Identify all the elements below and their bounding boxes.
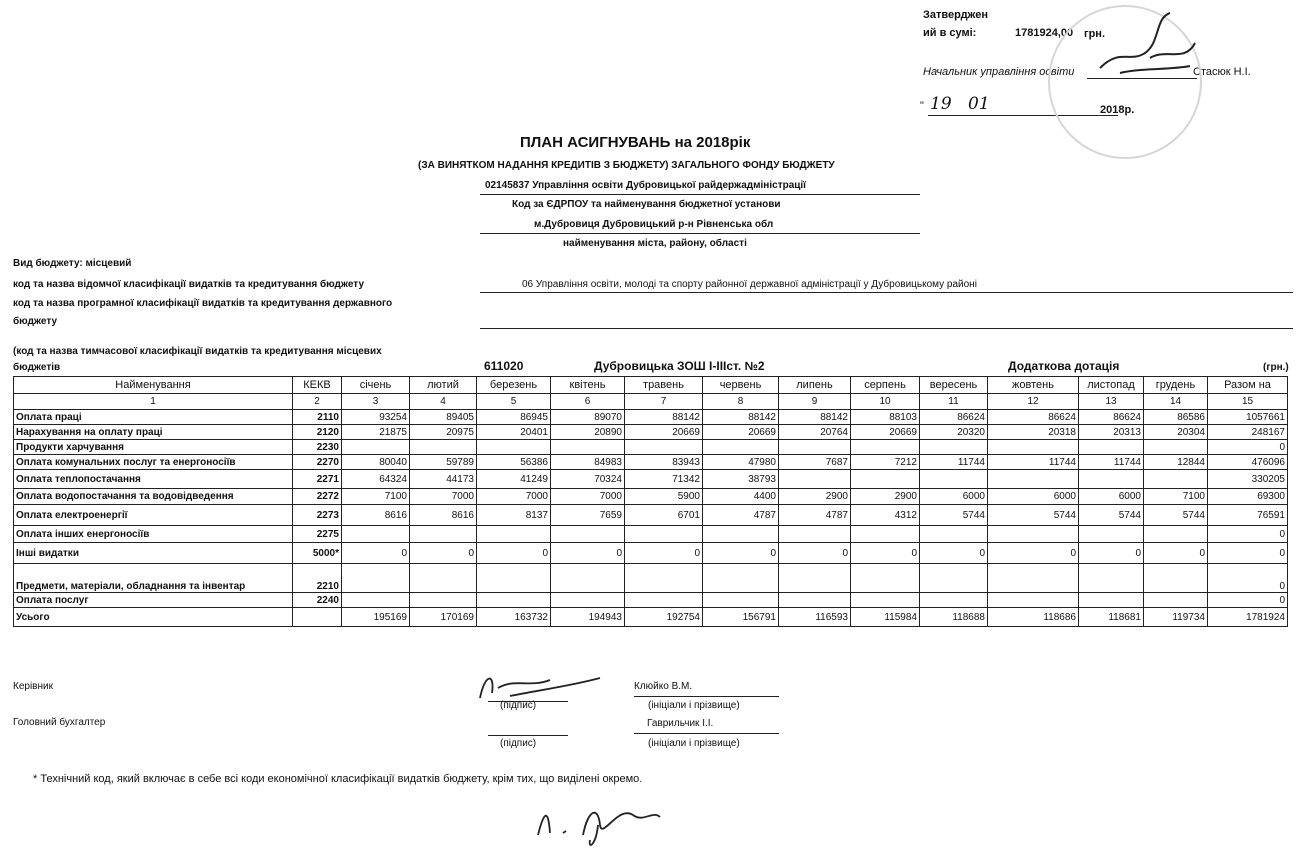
accountant-sign-line bbox=[488, 735, 568, 736]
row-code: 2110 bbox=[293, 410, 342, 425]
column-number: 5 bbox=[477, 394, 551, 410]
column-number: 1 bbox=[14, 394, 293, 410]
row-value: 0 bbox=[1144, 543, 1208, 564]
row-value bbox=[1144, 440, 1208, 455]
row-value: 11744 bbox=[988, 455, 1079, 470]
row-value bbox=[920, 470, 988, 489]
row-value bbox=[1079, 564, 1144, 593]
row-value bbox=[1144, 526, 1208, 543]
row-value: 20890 bbox=[551, 425, 625, 440]
row-value: 4787 bbox=[703, 505, 779, 526]
row-value bbox=[851, 593, 920, 608]
row-value: 8616 bbox=[410, 505, 477, 526]
director-name: Клюйко В.М. bbox=[634, 681, 693, 692]
head-signature bbox=[1090, 8, 1200, 88]
accountant-label: Головний бухгалтер bbox=[13, 717, 106, 728]
row-value bbox=[703, 593, 779, 608]
row-value bbox=[779, 470, 851, 489]
row-code: 2272 bbox=[293, 489, 342, 505]
row-value bbox=[410, 526, 477, 543]
row-value bbox=[779, 440, 851, 455]
dept-classification-label: код та назва відомчої класифікації видатків та кредитування бюджету bbox=[13, 279, 365, 290]
row-value: 1057661 bbox=[1208, 410, 1288, 425]
row-value: 5744 bbox=[988, 505, 1079, 526]
row-value: 0 bbox=[342, 543, 410, 564]
row-code: 2271 bbox=[293, 470, 342, 489]
column-header: вересень bbox=[920, 377, 988, 394]
row-code: 2120 bbox=[293, 425, 342, 440]
row-value bbox=[1079, 470, 1144, 489]
row-value: 7659 bbox=[551, 505, 625, 526]
row-value: 8616 bbox=[342, 505, 410, 526]
director-name-line bbox=[634, 696, 779, 697]
row-value bbox=[1144, 564, 1208, 593]
row-value: 7100 bbox=[342, 489, 410, 505]
row-value: 64324 bbox=[342, 470, 410, 489]
row-value: 88142 bbox=[625, 410, 703, 425]
row-value: 69300 bbox=[1208, 489, 1288, 505]
row-value: 8137 bbox=[477, 505, 551, 526]
approved-amount: 1781924,00 bbox=[1015, 27, 1074, 39]
column-number: 3 bbox=[342, 394, 410, 410]
row-value: 0 bbox=[551, 543, 625, 564]
date-year: 2018р. bbox=[1100, 104, 1135, 116]
row-name: Оплата електроенергії bbox=[14, 505, 293, 526]
row-value: 7100 bbox=[1144, 489, 1208, 505]
row-name: Оплата послуг bbox=[14, 593, 293, 608]
row-value: 20318 bbox=[988, 425, 1079, 440]
row-value: 7212 bbox=[851, 455, 920, 470]
row-value: 44173 bbox=[410, 470, 477, 489]
head-name: Стасюк Н.І. bbox=[1193, 66, 1251, 78]
column-number: 10 bbox=[851, 394, 920, 410]
row-value bbox=[551, 440, 625, 455]
row-value: 192754 bbox=[625, 608, 703, 627]
amount-unit: грн. bbox=[1084, 28, 1106, 40]
document-title: ПЛАН АСИГНУВАНЬ на 2018рік bbox=[520, 134, 751, 151]
column-header: серпень bbox=[851, 377, 920, 394]
row-value bbox=[920, 593, 988, 608]
row-value bbox=[551, 564, 625, 593]
row-value: 0 bbox=[988, 543, 1079, 564]
row-value: 41249 bbox=[477, 470, 551, 489]
temp-code: 611020 bbox=[484, 359, 524, 373]
row-value bbox=[779, 564, 851, 593]
accountant-sign-caption: (підпис) bbox=[500, 738, 537, 749]
column-header: жовтень bbox=[988, 377, 1079, 394]
column-number: 11 bbox=[920, 394, 988, 410]
row-value: 86624 bbox=[988, 410, 1079, 425]
row-value: 0 bbox=[410, 543, 477, 564]
allocations-table bbox=[13, 376, 1288, 627]
row-value: 59789 bbox=[410, 455, 477, 470]
row-value: 6000 bbox=[988, 489, 1079, 505]
row-value bbox=[625, 564, 703, 593]
row-value: 0 bbox=[625, 543, 703, 564]
row-value bbox=[410, 593, 477, 608]
table-row bbox=[14, 470, 1288, 489]
row-value: 116593 bbox=[779, 608, 851, 627]
table-row bbox=[14, 425, 1288, 440]
director-signature bbox=[470, 668, 610, 708]
row-value: 5744 bbox=[920, 505, 988, 526]
school-name: Дубровицька ЗОШ І-ІІІст. №2 bbox=[594, 359, 765, 373]
row-value: 6000 bbox=[920, 489, 988, 505]
row-value bbox=[1144, 593, 1208, 608]
row-value: 86624 bbox=[1079, 410, 1144, 425]
row-value: 80040 bbox=[342, 455, 410, 470]
column-header: березень bbox=[477, 377, 551, 394]
column-header: квітень bbox=[551, 377, 625, 394]
funding-source: Додаткова дотація bbox=[1008, 359, 1120, 373]
column-header: липень bbox=[779, 377, 851, 394]
row-name: Предмети, матеріали, обладнання та інвентар bbox=[14, 564, 293, 593]
column-header: лютий bbox=[410, 377, 477, 394]
column-number: 12 bbox=[988, 394, 1079, 410]
row-code: 2240 bbox=[293, 593, 342, 608]
row-value: 89070 bbox=[551, 410, 625, 425]
row-value: 4400 bbox=[703, 489, 779, 505]
row-value: 163732 bbox=[477, 608, 551, 627]
row-value bbox=[477, 593, 551, 608]
row-value: 170169 bbox=[410, 608, 477, 627]
row-value: 0 bbox=[1079, 543, 1144, 564]
director-label: Керівник bbox=[13, 681, 53, 692]
temp-classification-label-1: (код та назва тимчасової класифікації видатків та кредитування місцевих bbox=[13, 346, 382, 357]
row-name: Оплата теплопостачання bbox=[14, 470, 293, 489]
row-value bbox=[779, 526, 851, 543]
date-quote: " bbox=[920, 100, 924, 112]
table-row bbox=[14, 608, 1288, 627]
row-value: 4787 bbox=[779, 505, 851, 526]
row-value bbox=[625, 440, 703, 455]
row-value: 0 bbox=[1208, 526, 1288, 543]
table-row bbox=[14, 455, 1288, 470]
program-classification-label-1: код та назва програмної класифікації видатків та кредитування державного bbox=[13, 298, 393, 309]
row-value: 118681 bbox=[1079, 608, 1144, 627]
table-row bbox=[14, 410, 1288, 425]
row-value bbox=[920, 440, 988, 455]
row-value: 2900 bbox=[851, 489, 920, 505]
row-value: 7687 bbox=[779, 455, 851, 470]
row-value bbox=[779, 593, 851, 608]
approved-label: Затверджен bbox=[923, 9, 988, 21]
row-value: 86624 bbox=[920, 410, 988, 425]
row-code: 5000* bbox=[293, 543, 342, 564]
row-value: 70324 bbox=[551, 470, 625, 489]
row-value bbox=[477, 526, 551, 543]
row-code: 2270 bbox=[293, 455, 342, 470]
head-label: Начальник управління освіти bbox=[923, 66, 1075, 78]
row-value: 2900 bbox=[779, 489, 851, 505]
row-name: Продукти харчування bbox=[14, 440, 293, 455]
row-value: 20313 bbox=[1079, 425, 1144, 440]
row-value: 20764 bbox=[779, 425, 851, 440]
row-value bbox=[988, 440, 1079, 455]
row-value bbox=[342, 526, 410, 543]
row-value bbox=[1079, 440, 1144, 455]
row-value: 11744 bbox=[1079, 455, 1144, 470]
row-value bbox=[703, 526, 779, 543]
row-value: 20669 bbox=[703, 425, 779, 440]
column-number: 14 bbox=[1144, 394, 1208, 410]
column-number: 15 bbox=[1208, 394, 1288, 410]
row-value: 7000 bbox=[551, 489, 625, 505]
table-header-row bbox=[14, 377, 1288, 394]
table-row bbox=[14, 564, 1288, 593]
row-name: Нарахування на оплату праці bbox=[14, 425, 293, 440]
row-value: 20320 bbox=[920, 425, 988, 440]
table-row bbox=[14, 593, 1288, 608]
row-value bbox=[410, 564, 477, 593]
row-value: 156791 bbox=[703, 608, 779, 627]
row-value: 7000 bbox=[477, 489, 551, 505]
row-value: 83943 bbox=[625, 455, 703, 470]
row-value: 86586 bbox=[1144, 410, 1208, 425]
row-name: Інші видатки bbox=[14, 543, 293, 564]
row-value bbox=[920, 526, 988, 543]
row-name: Оплата комунальних послуг та енергоносіїв bbox=[14, 455, 293, 470]
row-value: 5744 bbox=[1079, 505, 1144, 526]
row-value: 89405 bbox=[410, 410, 477, 425]
row-value bbox=[551, 593, 625, 608]
row-value: 88142 bbox=[703, 410, 779, 425]
column-header: Разом на bbox=[1208, 377, 1288, 394]
row-value: 0 bbox=[1208, 440, 1288, 455]
row-value: 20975 bbox=[410, 425, 477, 440]
row-value: 118688 bbox=[920, 608, 988, 627]
budget-type: Вид бюджету: місцевий bbox=[13, 258, 132, 269]
row-value: 5900 bbox=[625, 489, 703, 505]
row-name: Оплата інших енергоносіїв bbox=[14, 526, 293, 543]
document-subtitle: (ЗА ВИНЯТКОМ НАДАННЯ КРЕДИТІВ З БЮДЖЕТУ) ЗАГАЛЬНОГО ФОНДУ БЮДЖЕТУ bbox=[418, 160, 835, 171]
row-value: 20669 bbox=[625, 425, 703, 440]
row-value: 21875 bbox=[342, 425, 410, 440]
row-value: 248167 bbox=[1208, 425, 1288, 440]
row-value: 0 bbox=[477, 543, 551, 564]
director-sign-caption: (підпис) bbox=[500, 700, 537, 711]
row-value: 71342 bbox=[625, 470, 703, 489]
row-value: 118686 bbox=[988, 608, 1079, 627]
footnote: * Технічний код, який включає в себе всі коди економічної класифікації видатків бюджету, крім тих, що виділені окремо. bbox=[33, 773, 643, 785]
row-value: 6701 bbox=[625, 505, 703, 526]
row-code bbox=[293, 608, 342, 627]
column-header: КЕКВ bbox=[293, 377, 342, 394]
amount-label: ий в сумі: bbox=[923, 27, 977, 39]
column-number: 13 bbox=[1079, 394, 1144, 410]
row-value bbox=[703, 564, 779, 593]
row-value bbox=[342, 564, 410, 593]
column-header: червень bbox=[703, 377, 779, 394]
row-value: 12844 bbox=[1144, 455, 1208, 470]
row-value bbox=[625, 593, 703, 608]
column-number: 9 bbox=[779, 394, 851, 410]
column-number: 6 bbox=[551, 394, 625, 410]
row-value bbox=[988, 593, 1079, 608]
row-value bbox=[920, 564, 988, 593]
row-value: 194943 bbox=[551, 608, 625, 627]
row-name: Оплата праці bbox=[14, 410, 293, 425]
temp-classification-label-2: бюджетів bbox=[13, 362, 61, 373]
table-row bbox=[14, 505, 1288, 526]
institution-name: 02145837 Управління освіти Дубровицької райдержадміністрації bbox=[485, 180, 806, 191]
row-code: 2230 bbox=[293, 440, 342, 455]
units-label: (грн.) bbox=[1263, 362, 1289, 373]
row-value: 0 bbox=[920, 543, 988, 564]
row-value: 5744 bbox=[1144, 505, 1208, 526]
row-value: 195169 bbox=[342, 608, 410, 627]
row-value: 0 bbox=[779, 543, 851, 564]
row-value: 20401 bbox=[477, 425, 551, 440]
row-value bbox=[410, 440, 477, 455]
row-value: 476096 bbox=[1208, 455, 1288, 470]
row-value: 7000 bbox=[410, 489, 477, 505]
row-name: Оплата водопостачання та водовідведення bbox=[14, 489, 293, 505]
program-line bbox=[480, 328, 1293, 329]
row-value bbox=[1079, 526, 1144, 543]
row-value: 6000 bbox=[1079, 489, 1144, 505]
row-value: 56386 bbox=[477, 455, 551, 470]
city-name: м.Дубровиця Дубровицький р-н Рівненська обл bbox=[534, 219, 774, 230]
column-number: 4 bbox=[410, 394, 477, 410]
row-value: 38793 bbox=[703, 470, 779, 489]
row-value bbox=[625, 526, 703, 543]
dept-classification-value: 06 Управління освіти, молоді та спорту районної державної адміністрації у Дубровицькому районі bbox=[522, 279, 977, 290]
table-column-numbers-row bbox=[14, 394, 1288, 410]
row-value: 0 bbox=[1208, 543, 1288, 564]
row-code: 2210 bbox=[293, 564, 342, 593]
accountant-name-line bbox=[634, 733, 779, 734]
date-month: 01 bbox=[968, 94, 990, 114]
column-header: листопад bbox=[1079, 377, 1144, 394]
row-value: 84983 bbox=[551, 455, 625, 470]
row-value: 4312 bbox=[851, 505, 920, 526]
row-value: 11744 bbox=[920, 455, 988, 470]
row-value bbox=[851, 440, 920, 455]
accountant-name: Гаврильчик І.І. bbox=[647, 718, 714, 729]
row-value: 119734 bbox=[1144, 608, 1208, 627]
row-value: 88103 bbox=[851, 410, 920, 425]
row-value bbox=[1079, 593, 1144, 608]
row-name: Усього bbox=[14, 608, 293, 627]
row-code: 2275 bbox=[293, 526, 342, 543]
row-value: 330205 bbox=[1208, 470, 1288, 489]
row-value: 47980 bbox=[703, 455, 779, 470]
row-value bbox=[342, 593, 410, 608]
table-row bbox=[14, 489, 1288, 505]
row-value bbox=[703, 440, 779, 455]
row-value bbox=[1144, 470, 1208, 489]
row-value: 0 bbox=[1208, 593, 1288, 608]
row-value bbox=[851, 526, 920, 543]
institution-caption: Код за ЄДРПОУ та найменування бюджетної установи bbox=[512, 199, 781, 210]
accountant-name-caption: (ініціали і прізвище) bbox=[648, 738, 740, 749]
column-header: грудень bbox=[1144, 377, 1208, 394]
row-value: 93254 bbox=[342, 410, 410, 425]
row-value: 86945 bbox=[477, 410, 551, 425]
row-value: 0 bbox=[703, 543, 779, 564]
row-value bbox=[477, 440, 551, 455]
table-row bbox=[14, 526, 1288, 543]
row-value: 20669 bbox=[851, 425, 920, 440]
row-value: 0 bbox=[851, 543, 920, 564]
row-value: 20304 bbox=[1144, 425, 1208, 440]
row-value bbox=[851, 564, 920, 593]
row-value: 88142 bbox=[779, 410, 851, 425]
column-header: січень bbox=[342, 377, 410, 394]
dept-line bbox=[480, 292, 1293, 293]
row-value bbox=[988, 564, 1079, 593]
date-day: 19 bbox=[930, 94, 952, 114]
row-value bbox=[477, 564, 551, 593]
column-header: Найменування bbox=[14, 377, 293, 394]
table-row bbox=[14, 440, 1288, 455]
column-number: 2 bbox=[293, 394, 342, 410]
bottom-signature bbox=[528, 795, 668, 855]
row-value bbox=[988, 470, 1079, 489]
row-value: 1781924 bbox=[1208, 608, 1288, 627]
row-value: 0 bbox=[1208, 564, 1288, 593]
row-value bbox=[342, 440, 410, 455]
director-name-caption: (ініціали і прізвище) bbox=[648, 700, 740, 711]
table-row bbox=[14, 543, 1288, 564]
row-value bbox=[988, 526, 1079, 543]
row-value: 76591 bbox=[1208, 505, 1288, 526]
city-line bbox=[480, 233, 920, 234]
city-caption: найменування міста, району, області bbox=[563, 238, 747, 249]
institution-line bbox=[480, 194, 920, 195]
column-number: 8 bbox=[703, 394, 779, 410]
program-classification-label-2: бюджету bbox=[13, 316, 58, 327]
row-value bbox=[851, 470, 920, 489]
row-value bbox=[551, 526, 625, 543]
column-number: 7 bbox=[625, 394, 703, 410]
row-value: 115984 bbox=[851, 608, 920, 627]
row-code: 2273 bbox=[293, 505, 342, 526]
column-header: травень bbox=[625, 377, 703, 394]
